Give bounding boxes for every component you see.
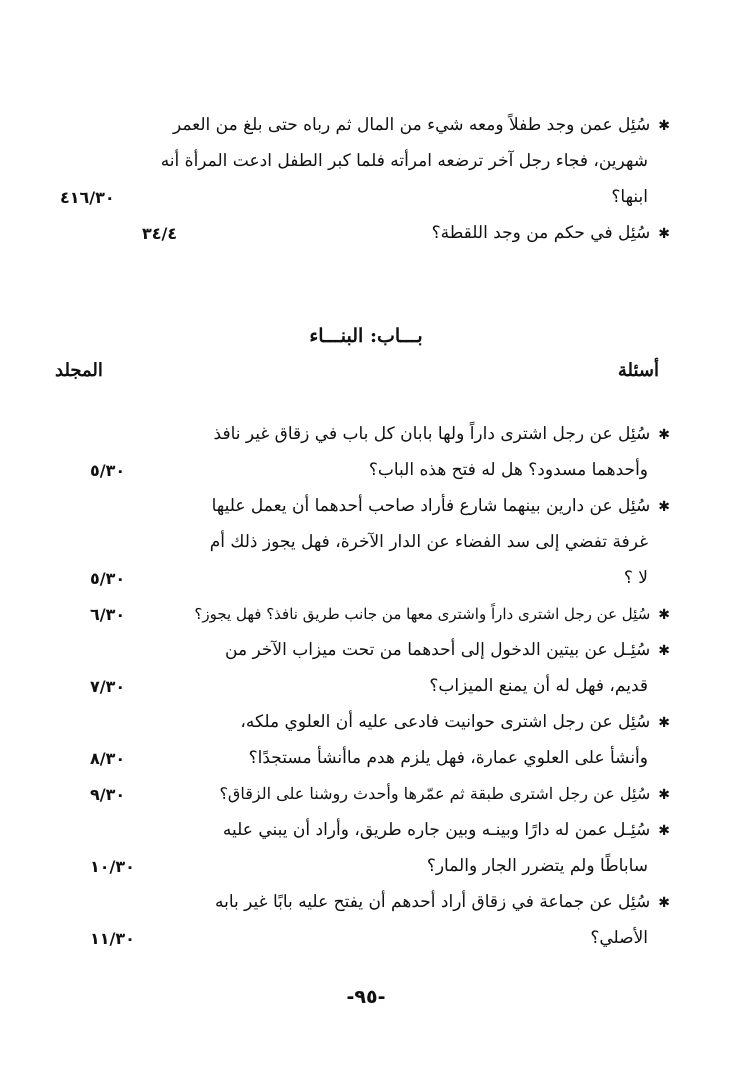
question-text: سُئِـل عن بيتين الدخول إلى أحدهما من تحت ميزاب الآخر من xyxy=(225,640,651,660)
asterisk-icon: ✱ xyxy=(658,607,670,623)
question-text: وأنشأ على العلوي عمارة، فهل يلزم هدم ماأنشأ مستجدًا؟ xyxy=(248,748,648,768)
list-item xyxy=(70,822,670,839)
volume-reference: ٥/٣٠ xyxy=(90,568,126,588)
page-number: -٩٥- xyxy=(346,986,386,1008)
list-item xyxy=(70,642,670,659)
volume-reference: ٨/٣٠ xyxy=(90,748,126,768)
volume-reference: ٦/٣٠ xyxy=(90,604,126,624)
list-item xyxy=(70,426,670,443)
volume-reference: ٧/٣٠ xyxy=(90,676,126,696)
list-item-continuation xyxy=(70,570,670,587)
question-text: سُئِل عن رجل اشترى داراً ولها بابان كل باب في زقاق غير نافذ xyxy=(213,424,651,444)
asterisk-icon: ✱ xyxy=(658,643,670,659)
asterisk-icon: ✱ xyxy=(658,787,670,803)
question-text: سُئِـل عمن له دارًا وبينـه وبين جاره طريق، وأراد أن يبني عليه xyxy=(222,820,651,840)
asterisk-icon: ✱ xyxy=(658,895,670,911)
list-item-continuation xyxy=(70,678,670,695)
question-text: الأصلي؟ xyxy=(590,928,648,948)
column-header-questions: أسئلة xyxy=(617,360,659,381)
asterisk-icon: ✱ xyxy=(658,118,670,134)
question-text: ابنها؟ xyxy=(611,187,648,207)
question-text: سُئِل عن دارين بينهما شارع فأراد صاحب أحدهما أن يعمل عليها xyxy=(211,496,651,516)
question-text: لا ؟ xyxy=(623,568,648,588)
volume-reference: ١٠/٣٠ xyxy=(90,856,135,876)
question-text: سُئِل عن رجل اشترى حوانيت فادعى عليه أن العلوي ملكه، xyxy=(240,712,651,732)
volume-reference: ٤١٦/٣٠ xyxy=(60,187,115,207)
question-text: شهرين، فجاء رجل آخر ترضعه امرأته فلما كبر الطفل ادعت المرأة أنه xyxy=(160,151,648,171)
volume-reference: ٣٤/٤ xyxy=(142,223,178,243)
list-item xyxy=(70,498,670,515)
column-header-volume: المجلد xyxy=(55,360,103,381)
list-item xyxy=(70,606,670,623)
volume-reference: ١١/٣٠ xyxy=(90,928,135,948)
asterisk-icon: ✱ xyxy=(658,499,670,515)
list-item xyxy=(70,714,670,731)
volume-reference: ٩/٣٠ xyxy=(90,784,126,804)
section-title: بـــاب: البنـــاء xyxy=(309,325,423,347)
question-text: قديم، فهل له أن يمنع الميزاب؟ xyxy=(429,676,648,696)
list-item-continuation xyxy=(70,534,670,551)
question-text: سُئِل عن رجل اشترى داراً واشترى معها من جانب طريق نافذ؟ فهل يجوز؟ xyxy=(194,605,651,623)
list-item xyxy=(70,225,670,242)
question-text: وأحدهما مسدود؟ هل له فتح هذه الباب؟ xyxy=(368,460,648,480)
list-item-continuation xyxy=(70,462,670,479)
list-item xyxy=(70,786,670,803)
question-text: ساباطًا ولم يتضرر الجار والمار؟ xyxy=(426,856,648,876)
list-item-continuation xyxy=(70,930,670,947)
asterisk-icon: ✱ xyxy=(658,823,670,839)
list-item xyxy=(70,894,670,911)
list-item-continuation xyxy=(70,858,670,875)
list-item-continuation xyxy=(70,153,670,170)
asterisk-icon: ✱ xyxy=(658,715,670,731)
asterisk-icon: ✱ xyxy=(658,427,670,443)
list-item-continuation xyxy=(60,187,670,207)
question-text: غرفة تفضي إلى سد الفضاء عن الدار الآخرة، فهل يجوز ذلك أم xyxy=(209,532,648,552)
asterisk-icon: ✱ xyxy=(658,226,670,242)
list-item-continuation xyxy=(70,750,670,767)
question-text: سُئِل عن رجل اشترى طبقة ثم عمّرها وأحدث روشنا على الزقاق؟ xyxy=(219,784,651,803)
question-text: سُئِل في حكم من وجد اللقطة؟ xyxy=(431,223,651,243)
question-text: سُئِل عن جماعة في زقاق أراد أحدهم أن يفتح عليه بابًا غير بابه xyxy=(215,892,651,912)
list-item xyxy=(70,117,670,134)
question-text: سُئِل عمن وجد طفلاً ومعه شيء من المال ثم رباه حتى بلغ من العمر xyxy=(172,115,651,135)
volume-reference: ٥/٣٠ xyxy=(90,460,126,480)
